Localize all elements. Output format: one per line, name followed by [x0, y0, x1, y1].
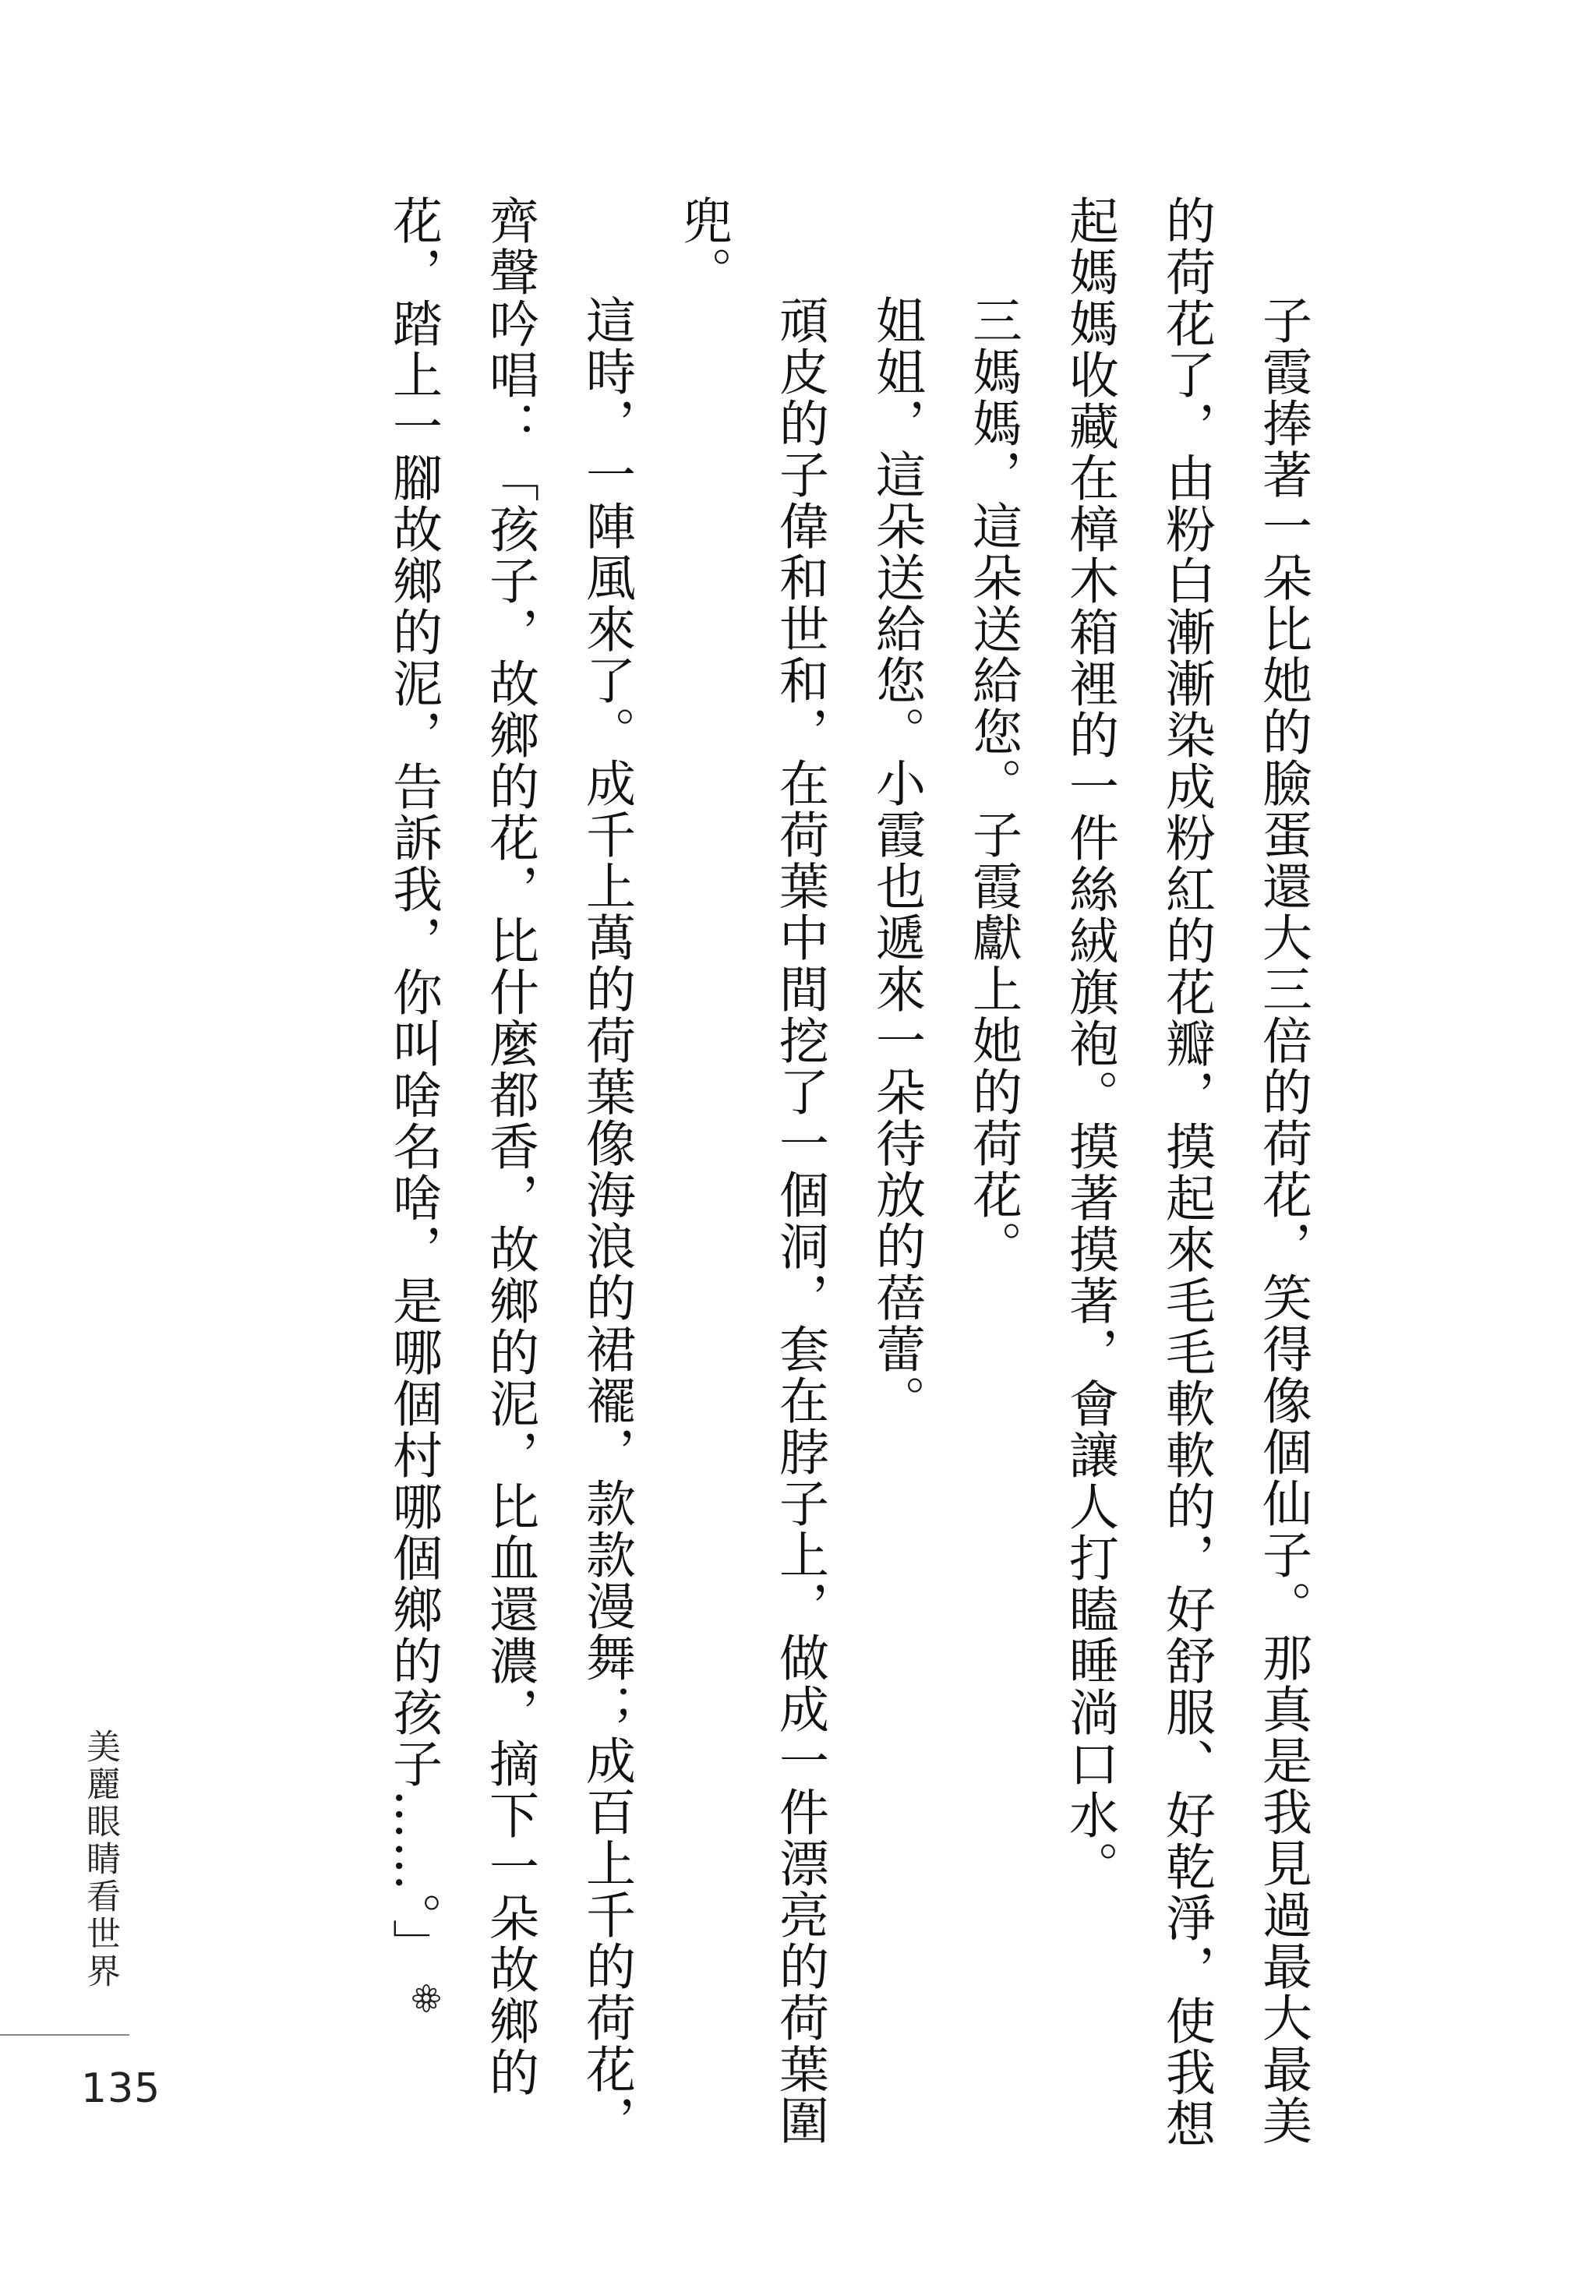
paragraph-2: 三媽媽，這朵送給您。子霞獻上她的荷花。 — [964, 295, 1022, 1272]
page-number: 135 — [81, 2065, 161, 2112]
flower-ornament-icon — [411, 1983, 442, 2014]
paragraph-4: 頑皮的子偉和世和，在荷葉中間挖了一個洞，套在脖子上，做成一件漂亮的荷葉圍兜。 — [674, 195, 828, 2146]
main-text — [365, 195, 1331, 2159]
paragraph-3: 姐姐，這朵送給您。小霞也遞來一朵待放的蓓蕾。 — [867, 295, 925, 1426]
paragraph-1: 子霞捧著一朵比她的臉蛋還大三倍的荷花，笑得像個仙子。那真是我見過最大最美的荷花了，由粉白漸漸染成粉紅的花瓣，摸起來毛毛軟軟的，好舒服、好乾淨，使我想起媽媽收藏在樟木箱裡的一件絲絨旗袍。摸著摸著，會讓人打瞌睡淌口水。 — [1061, 195, 1312, 2149]
paragraph-5 — [365, 195, 655, 2159]
book-title: 美麗眼睛看世界 — [80, 1729, 120, 1990]
paragraph-5-text: 這時，一陣風來了。成千上萬的荷葉像海浪的裙襬，款款漫舞；成百上千的荷花，齊聲吟唱：「孩子，故鄉的花，比什麼都香，故鄉的泥，比血還濃，摘下一朵故鄉的花，踏上一腳故鄉的泥，告訴我，你叫啥名啥，是哪個村哪個鄉的孩子……。」 — [384, 195, 635, 2146]
footer-divider — [0, 2034, 129, 2036]
